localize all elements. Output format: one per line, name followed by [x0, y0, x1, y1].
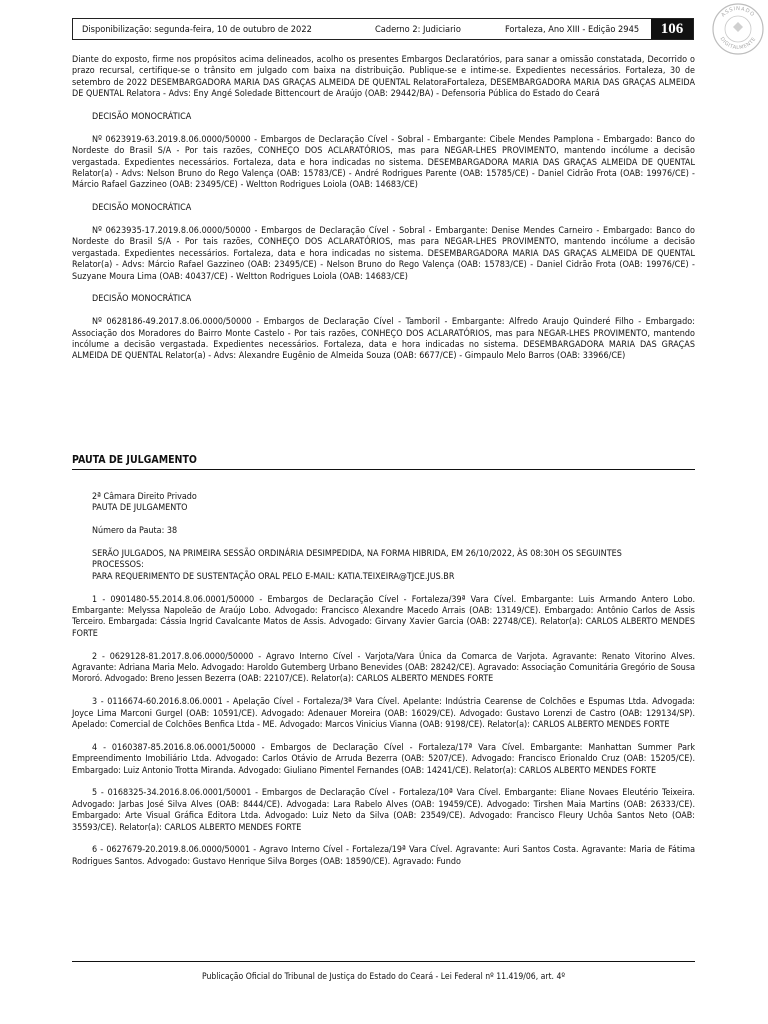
decision-heading: DECISÃO MONOCRÁTICA: [92, 112, 192, 123]
seal-bottom-text: DIGITALMENTE: [718, 36, 758, 52]
paragraph: Nº 0623935-17.2019.8.06.0000/50000 - Embargos de Declaração Cível - Sobral - Embargante: Denise Mendes Carneiro - Embargado: Banco do Nordeste do Brasil S/A - Por tais razões, CONHEÇO DOS ACLARATÓRIOS, mas para NEGAR-LHES PROVIMENTO, mantendo incólume a decisão vergastada. Expedientes necessários. Fortaleza, data e hora indicadas no sistema. DESEMBARGADORA MARIA DAS GRAÇAS ALMEIDA DE QUENTAL Relator(a) - Advs: Márcio Rafael Gazzineo (OAB: 23495/CE) - Nelson Bruno do Rego Valença (OAB: 15783/CE) - Daniel Cidrão Frota (OAB: 19976/CE) - Suzyane Moura Lima (OAB: 40437/CE) - Weltton Rodrigues Loiola (OAB: 14683/CE): [72, 226, 695, 282]
pauta-number: Número da Pauta: 38: [92, 526, 178, 537]
paragraph: Nº 0628186-49.2017.8.06.0000/50000 - Embargos de Declaração Cível - Tamboril - Embargante: Alfredo Araujo Quinderé Filho - Embargado: Associação dos Moradores do Bairro Monte Castelo - Por tais razões, CONHEÇO DOS ACLARATÓRIOS, mas para NEGAR-LHES PROVIMENTO, mantendo incólume a decisão vergastada. Expedientes necessários. Fortaleza, data e hora indicadas no sistema. DESEMBARGADORA MARIA DAS GRAÇAS ALMEIDA DE QUENTAL Relator(a) - Advs: Alexandre Eugênio de Almeida Souza (OAB: 6677/CE) - Gimpaulo Melo Barros (OAB: 33966/CE): [72, 317, 695, 362]
footer-divider: [72, 961, 695, 962]
decision-heading: DECISÃO MONOCRÁTICA: [92, 203, 192, 214]
header-date: Disponibilização: segunda-feira, 10 de outubro de 2022: [82, 23, 312, 35]
list-item: 4 - 0160387-85.2016.8.06.0001/50000 - Embargos de Declaração Cível - Fortaleza/17ª Vara Cível. Embargante: Manhattan Summer Park Empreendimento Imobiliário Ltda. Advogado: Carlos Otávio de Arruda Bezerra (OAB: 5207/CE). Advogado: Francisco Erionaldo Cruz (OAB: 15205/CE). Embargado: Luiz Antonio Trotta Miranda. Advogado: Giuliano Pimentel Fernandes (OAB: 14241/CE). Relator(a): CARLOS ALBERTO MENDES FORTE: [72, 742, 695, 776]
section-title: PAUTA DE JULGAMENTO: [72, 453, 695, 470]
camara-name: 2ª Câmara Direito Privado: [92, 492, 197, 502]
page-footer: Publicação Oficial do Tribunal de Justiça do Estado do Ceará - Lei Federal nº 11.419/06, art. 4º: [201, 972, 566, 982]
digital-signature-seal: [711, 2, 765, 56]
list-item: 2 - 0629128-81.2017.8.06.0000/50000 - Agravo Interno Cível - Varjota/Vara Única da Comarca de Varjota. Agravante: Renato Vitorino Alves. Agravante: Adriana Maria Melo. Advogado: Haroldo Gutemberg Urbano Benevides (OAB: 28242/CE). Agravado: Associação Comunitária Gregório de Sousa Mororó. Advogado: Breno Jessen Bezerra (OAB: 22107/CE). Relator(a): CARLOS ALBERTO MENDES FORTE: [72, 651, 695, 685]
svg-text:DIGITALMENTE: [719, 36, 758, 51]
list-item: 3 - 0116674-60.2016.8.06.0001 - Apelação Cível - Fortaleza/3ª Vara Cível. Apelante: Indústria Cearense de Colchões e Espumas Ltda. Advogada: Joyce Lima Marconi Gurgel (OAB: 10591/CE). Advogado: Adenauer Moreira (OAB: 16029/CE). Advogado: Gustavo Lorenzi de Castro (OAB: 129134/SP). Apelado: Comercial de Colchões Benfica Ltda - ME. Advogado: Marcos Vinicius Vianna (OAB: 9198/CE). Relator(a): CARLOS ALBERTO MENDES FORTE: [72, 697, 695, 731]
seal-top-text: ASSINADO: [720, 5, 756, 19]
header-edition: Fortaleza, Ano XIII - Edição 2945: [505, 23, 640, 35]
header-caderno: Caderno 2: Judiciario: [375, 23, 461, 35]
oral-request-email: PARA REQUERIMENTO DE SUSTENTAÇÃO ORAL PELO E-MAIL: KATIA.TEIXEIRA@TJCE.JUS.BR: [92, 571, 455, 582]
main-content: [72, 55, 695, 374]
paragraph: Diante do exposto, firme nos propósitos acima delineados, acolho os presentes Embargos Declaratórios, para sanar a omissão constatada, Decorrido o prazo recursal, certifique-se o trânsito em julgado com baixa na distribuição. Publique-se e intime-se. Expedientes necessários. Fortaleza, 30 de setembro de 2022 DESEMBARGADORA MARIA DAS GRAÇAS ALMEIDA DE QUENTAL RelatoraFortaleza, DESEMBARGADORA MARIA DAS GRAÇAS ALMEIDA DE QUENTAL Relatora - Advs: Eny Angé Soledade Bittencourt de Araújo (OAB: 29442/BA) - Defensoria Pública do Estado do Ceará: [72, 55, 695, 100]
page-header: [72, 18, 694, 40]
list-item: 1 - 0901480-55.2014.8.06.0001/50000 - Embargos de Declaração Cível - Fortaleza/39ª Vara Cível. Embargante: Luis Armando Antero Lobo. Embargante: Melyssa Napoleão de Araújo Lobo. Advogado: Francisco Alexandre Macedo Arrais (OAB: 13149/CE). Embargado: Antônio Carlos de Assis Terceiro. Embargada: Cássia Ingrid Cavalcante Matos de Assis. Advogado: Girvany Xavier Garcia (OAB: 22748/CE). Relator(a): CARLOS ALBERTO MENDES FORTE: [72, 594, 695, 639]
list-item: 5 - 0168325-34.2016.8.06.0001/50001 - Embargos de Declaração Cível - Fortaleza/10ª Vara Cível. Embargante: Eliane Novaes Eleutério Teixeira. Advogado: Jarbas José Silva Alves (OAB: 8444/CE). Advogada: Lara Rabelo Alves (OAB: 19459/CE). Advogado: Tirshen Maia Martins (OAB: 26333/CE). Embargado: Arte Visual Gráfica Editora Ltda. Advogado: Luiz Neto da Silva (OAB: 23549/CE). Advogado: Francisco Fleury Uchôa Santos Neto (OAB: 35593/CE). Relator(a): CARLOS ALBERTO MENDES FORTE: [72, 788, 695, 833]
processos-label: PROCESSOS:: [92, 560, 144, 571]
session-notice: SERÃO JULGADOS, NA PRIMEIRA SESSÃO ORDINÁRIA DESIMPEDIDA, NA FORMA HIBRIDA, EM 26/10/2022, ÀS 08:30H OS SEGUINTES: [92, 549, 622, 559]
decision-heading: DECISÃO MONOCRÁTICA: [92, 294, 192, 305]
list-item: 6 - 0627679-20.2019.8.06.0000/50001 - Agravo Interno Cível - Fortaleza/19ª Vara Cível. Agravante: Auri Santos Costa. Agravante: Maria de Fátima Rodrigues Santos. Advogado: Gustavo Henrique Silva Borges (OAB: 18590/CE). Agravado: Fundo: [72, 845, 695, 867]
paragraph: Nº 0623919-63.2019.8.06.0000/50000 - Embargos de Declaração Cível - Sobral - Embargante: Cibele Mendes Pamplona - Embargado: Banco do Nordeste do Brasil S/A - Por tais razões, CONHEÇO DOS ACLARATÓRIOS, mas para NEGAR-LHES PROVIMENTO, mantendo incólume a decisão vergastada. Expedientes necessários. Fortaleza, data e hora indicadas no sistema. DESEMBARGADORA MARIA DAS GRAÇAS ALMEIDA DE QUENTAL Relator(a) - Advs: Nelson Bruno do Rego Valença (OAB: 15783/CE) - André Rodrigues Parente (OAB: 15785/CE) - Daniel Cidrão Frota (OAB: 19976/CE) - Márcio Rafael Gazzineo (OAB: 23495/CE) - Weltton Rodrigues Loiola (OAB: 14683/CE): [72, 134, 695, 191]
pauta-subtitle: PAUTA DE JULGAMENTO: [92, 503, 188, 514]
page-number: 106: [651, 19, 693, 39]
pauta-content: [72, 492, 695, 868]
